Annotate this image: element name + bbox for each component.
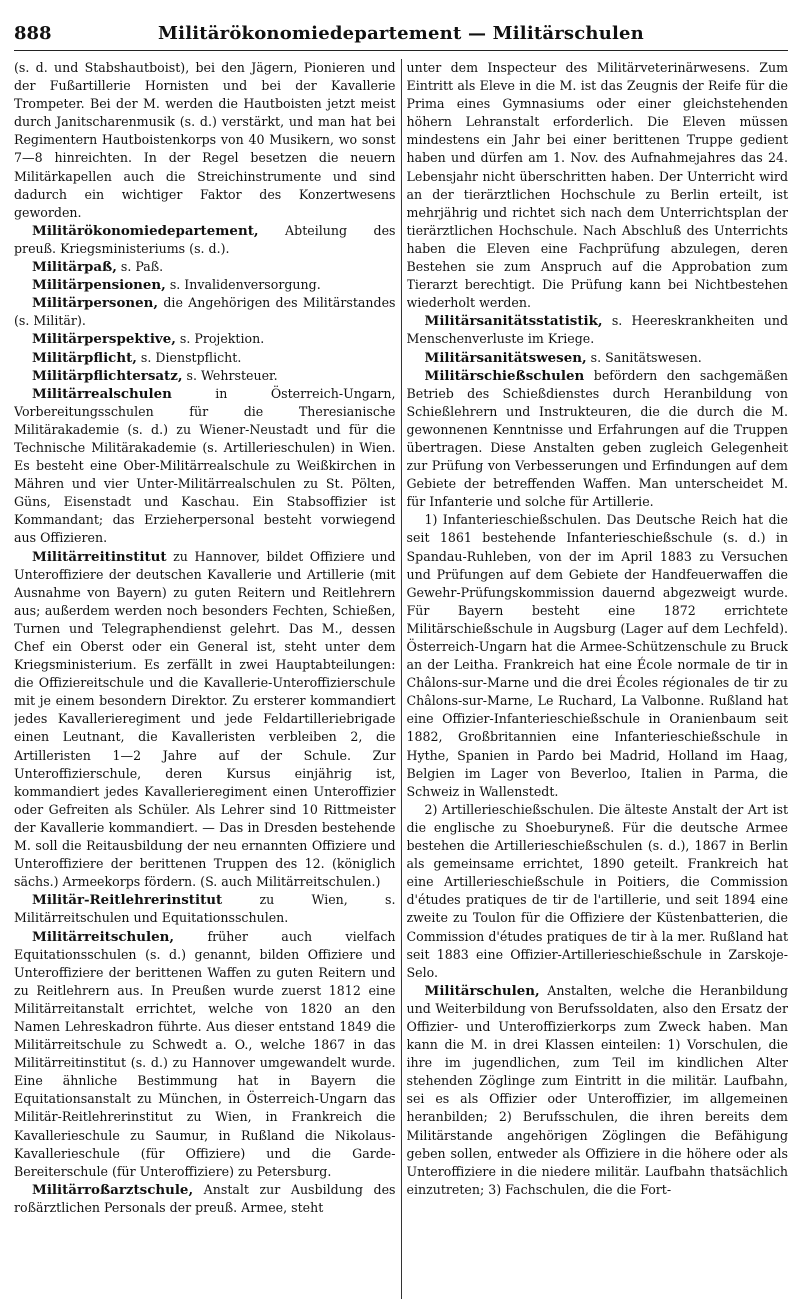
entry-text: in Österreich-Ungarn, Vorbereitungsschulen für die Theresianische Militärakademie (s. d.) zu Wiener-Neustadt und für die Technische Militärakademie (s. Artillerieschulen) in Wien. Es besteht eine Ober-Militärrealschule zu Weißkirchen in Mähren und vier Unter-Militärrealschulen zu St. Pölten, Güns, Eisenstadt und Kaschau. Ein Stabsoffizier ist Kommandant; das Erzieherpersonal besteht vorwiegend aus Offizieren. — [14, 385, 396, 546]
entry-text: früher auch vielfach Equitationsschulen (s. d.) genannt, bilden Offiziere und Unteroffiziere der berittenen Waffen zu guten Reitern und zu Reitlehrern aus. In Preußen wurde zuerst 1812 eine Militärreitanstalt errichtet, welche von 1820 an den Namen Lehreskadron führte. Aus dieser entstand 1849 die Militärreitschule zu Schwedt a. O., welche 1867 in das Militärreitinstitut (s. d.) zu Hannover umgewandelt wurde. Eine ähnliche Bestimmung hat in Bayern die Equitationsanstalt zu München, in Österreich-Ungarn das Militär-Reitlehrerinstitut zu Wien, in Frankreich die Kavallerieschule zu Saumur, in Rußland die Nikolaus-Kavallerieschule (für Offiziere) und die Garde-Bereiterschule (für Unteroffiziere) zu Petersburg. — [14, 928, 396, 1179]
right-column — [407, 59, 789, 1299]
entry-text: Abteilung des preuß. Kriegsministeriums (s. d.). — [14, 222, 396, 256]
entry-paragraph — [407, 511, 789, 801]
entry-text: (s. d. und Stabshautboist), bei den Jägern, Pionieren und der Fußartillerie Hornisten und bei der Kavallerie Trompeter. Bei der M. werden die Hautboisten jetzt meist durch Janitscharenmusik (s. d.) verstärkt, und man hat bei Regimentern Hautboistenkorps von 40 Musikern, wo sonst 7—8 hinreichten. In der Regel besetzen die neuern Militärkapellen auch die Streichinstrumente und sind dadurch ein wichtiger Faktor des Konzertwesens geworden. — [14, 60, 396, 220]
entry-text: s. Paß. — [116, 259, 164, 275]
entry-text: zu Wien, s. Militärreitschulen und Equitationsschulen. — [14, 892, 396, 926]
entry-paragraph — [14, 59, 396, 222]
entry-headword: Militärökonomiedepartement, — [32, 222, 259, 239]
entry-headword: Militär-Reitlehrerinstitut — [32, 892, 223, 909]
dictionary-entry — [14, 222, 396, 258]
entry-text: s. Heereskrankheiten und Menschenverluste im Kriege. — [406, 313, 789, 347]
dictionary-entry — [14, 294, 396, 330]
entry-text: zu Hannover, bildet Offiziere und Unteroffiziere der deutschen Kavallerie und Artillerie (mit Ausnahme von Bayern) zu guten Reitern und Reitlehrern aus; außerdem werden noch besonders Fechten, Schießen, Turnen und Telegraphendienst gelehrt. Das M., dessen Chef ein Oberst oder ein General ist, steht unter dem Kriegsministerium. Es zerfällt in zwei Hauptabteilungen: die Offiziereitschule und die Kavallerie-Unteroffizierschule mit je einem besondern Direktor. Zu ersterer kommandiert jedes Kavallerieregiment und jede Feldartilleriebrigade einen Leutnant, die Kavalleristen verbleiben 2, die Artilleristen 1—2 Jahre auf der Schule. Zur Unteroffizierschule, deren Kursus einjährig ist, kommandiert jedes Kavallerieregiment einen Unteroffizier oder Gefreiten als Schüler. Als Lehrer sind 10 Rittmeister der Kavallerie kommandiert. — Das in Dresden bestehende M. soll die Reitausbildung der neu ernannten Offiziere und Unteroffiziere der berittenen Truppen des 12. (königlich sächs.) Armeekorps fördern. (S. auch Militärreitschulen.) — [14, 548, 396, 890]
entry-text: s. Wehrsteuer. — [182, 367, 278, 383]
dictionary-entry — [14, 367, 396, 385]
dictionary-entry — [14, 258, 396, 276]
entry-text: 2) Artillerieschießschulen. Die älteste Anstalt der Art ist die englische zu Shoeburyneß. Für die deutsche Armee bestehen die Artillerieschießschulen (s. d.), 1867 in Berlin als gemeinsame errichtet, 1890 geteilt. Frankreich hat eine Artillerieschießschule in Poitiers, die Commission d'études pratiques de tir de l'artillerie, und seit 1894 eine zweite zu Toulon für die Offiziere der Küstenbatterien, die Commission d'études pratiques de tir à la mer. Rußland hat seit 1883 eine Offizier-Artillerieschießschule in Zarskoje-Selo. — [406, 801, 789, 980]
entry-headword: Militärreitinstitut — [32, 548, 167, 565]
dictionary-entry — [407, 982, 789, 1199]
entry-headword: Militärpaß, — [32, 259, 117, 276]
entry-text: s. Sanitätswesen. — [586, 349, 702, 365]
dictionary-entry — [14, 349, 396, 367]
entry-headword: Militärsanitätswesen, — [424, 349, 587, 366]
entry-text: Anstalten, welche die Heranbildung und Weiterbildung von Berufssoldaten, also den Ersatz der Offizier- und Unteroffizierkorps zum Zweck haben. Man kann die M. in drei Klassen einteilen: 1) Vorschulen, die ihre im jugendlichen, zum Teil im kindlichen Alter stehenden Zöglinge zum Eintritt in die militär. Laufbahn, sei es als Offizier oder Unteroffizier, im allgemeinen heranbilden; 2) Berufsschulen, die ihren bereits dem Militärstande angehörigen Zöglingen die Befähigung geben sollen, entweder als Offiziere in die höhere oder als Unteroffiziere in die niedere militär. Laufbahn thatsächlich einzutreten; 3) Fachschulen, die die Fort- — [406, 982, 789, 1197]
entry-text: s. Projektion. — [175, 331, 265, 347]
dictionary-entry — [14, 1181, 396, 1217]
entry-text: 1) Infanterieschießschulen. Das Deutsche Reich hat die seit 1861 bestehende Infanterieschießschule (s. d.) in Spandau-Ruhleben, von der im April 1883 zu Versuchen und Prüfungen auf dem Gebiete der Handfeuerwaffen die Gewehr-Prüfungskommission dauernd abgezweigt wurde. Für Bayern besteht eine 1872 errichtete Militärschießschule in Augsburg (Lager auf dem Lechfeld). Österreich-Ungarn hat die Armee-Schützenschule zu Bruck an der Leitha. Frankreich hat eine École normale de tir in Châlons-sur-Marne und die drei Écoles régionales de tir zu Châlons-sur-Marne, Le Ruchard, La Valbonne. Rußland hat eine Offizier-Infanterieschießschule in Oranienbaum seit 1882, Großbritannien eine Infanterieschießschule in Hythe, Spanien in Pardo bei Madrid, Holland im Haag, Belgien im Lager von Beverloo, Italien in Parma, die Schweiz in Wallenstedt. — [406, 512, 789, 799]
dictionary-entry — [14, 891, 396, 927]
entry-headword: Militärrealschulen — [32, 385, 172, 402]
entry-headword: Militärroßarztschule, — [32, 1181, 194, 1198]
entry-headword: Militärschulen, — [424, 982, 540, 999]
page-header — [14, 0, 788, 51]
entry-headword: Militärschießschulen — [424, 367, 585, 384]
page-number: 888 — [14, 23, 52, 44]
dictionary-entry — [14, 928, 396, 1181]
entry-text: unter dem Inspecteur des Militärveterinärwesens. Zum Eintritt als Eleve in die M. ist das Zeugnis der Reife für die Prima eines Gymnasiums oder einer gleichstehenden höhern Lehranstalt erforderlich. Die Eleven müssen mindestens ein Jahr bei einer berittenen Truppe gedient haben und dürfen am 1. Nov. des Aufnahmejahres das 24. Lebensjahr nicht überschritten haben. Der Unterricht wird an der tierärztlichen Hochschule zu Berlin erteilt, ist mehrjährig und richtet sich nach dem Unterrichtsplan der tierärztlichen Hochschule. Nach Abschluß des Unterrichts haben die Eleven eine Fachprüfung abzulegen, deren Bestehen sie zum Anspruch auf die Approbation zum Tierarzt berechtigt. Die Prüfung kann bei Nichtbestehen wiederholt werden. — [406, 60, 789, 311]
dictionary-entry — [407, 367, 789, 512]
entry-paragraph — [407, 59, 789, 312]
entry-text: Anstalt zur Ausbildung des roßärztlichen Personals der preuß. Armee, steht — [14, 1181, 396, 1215]
dictionary-entry — [14, 548, 396, 892]
entry-headword: Militärsanitätsstatistik, — [424, 313, 603, 330]
dictionary-entry — [407, 312, 789, 348]
dictionary-entry — [407, 349, 789, 367]
entry-headword: Militärpflicht, — [32, 349, 137, 366]
entry-headword: Militärperspektive, — [32, 331, 176, 348]
entry-text: befördern den sachgemäßen Betrieb des Schießdienstes durch Heranbildung von Schießlehrern und Instrukteuren, die die durch die M. gewonnenen Kenntnisse und Erfahrungen auf die Truppen übertragen. Diese Anstalten geben zugleich Gelegenheit zur Prüfung von Verbesserungen und Erfindungen auf dem Gebiete der betreffenden Waffen. Man unterscheidet M. für Infanterie und solche für Artillerie. — [406, 367, 789, 510]
running-title: Militärökonomiedepartement — Militärschulen — [158, 23, 644, 44]
entry-paragraph — [407, 801, 789, 982]
dictionary-entry — [14, 385, 396, 548]
dictionary-entry — [14, 330, 396, 348]
text-columns — [14, 59, 788, 1299]
column-divider — [401, 59, 402, 1299]
left-column — [14, 59, 396, 1299]
entry-text: s. Invalidenversorgung. — [165, 277, 321, 293]
entry-headword: Militärpensionen, — [32, 277, 166, 294]
entry-text: die Angehörigen des Militärstandes (s. Militär). — [14, 295, 396, 329]
entry-text: s. Dienstpflicht. — [136, 349, 242, 365]
entry-headword: Militärpflichtersatz, — [32, 367, 183, 384]
dictionary-entry — [14, 276, 396, 294]
entry-headword: Militärreitschulen, — [32, 928, 175, 945]
entry-headword: Militärpersonen, — [32, 295, 159, 312]
